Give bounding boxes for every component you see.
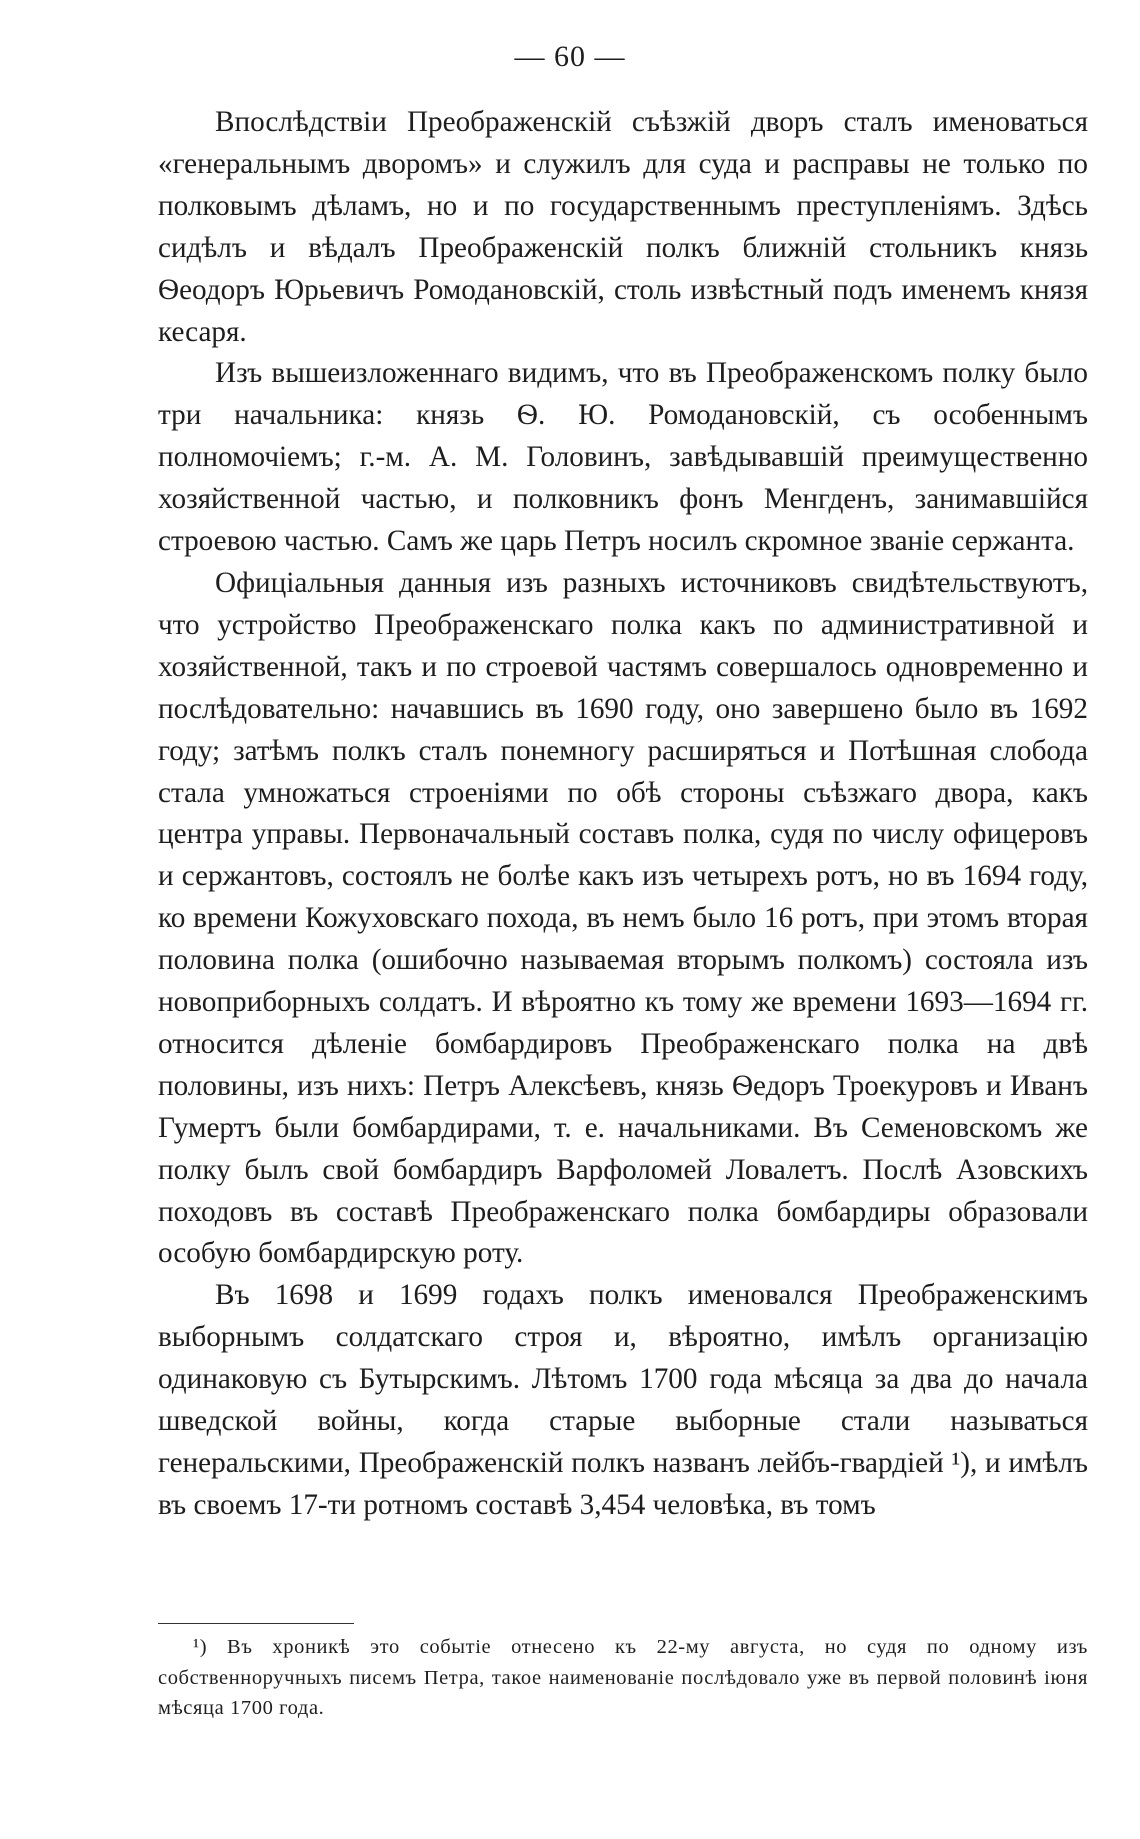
page-number: — 60 —: [514, 40, 626, 73]
main-text: [158, 102, 1088, 1527]
paragraph-1: Впослѣдствіи Преображенскій съѣзжій дворъ сталъ именоваться «генеральнымъ дворомъ» и служилъ для суда и расправы не только по полковымъ дѣламъ, но и по государственнымъ преступленіямъ. Здѣсь сидѣлъ и вѣдалъ Преображенскій полкъ ближній стольникъ князь Ѳеодоръ Юрьевичъ Ромодановскій, столь извѣстный подъ именемъ князя кесаря.: [158, 106, 1088, 348]
footnote: [158, 1632, 1088, 1724]
paragraph-2: Изъ вышеизложеннаго видимъ, что въ Преображенскомъ полку было три начальника: князь Ѳ. Ю. Ромодановскій, съ особеннымъ полномочіемъ; г.-м. А. М. Головинъ, завѣдывавшій преимущественно хозяйственной частью, и полковникъ фонъ Менгденъ, занимавшійся строевою частью. Самъ же царь Петръ носилъ скромное званіе сержанта.: [158, 357, 1088, 558]
paragraph-4: Въ 1698 и 1699 годахъ полкъ именовался Преображенскимъ выборнымъ солдатскаго строя и, вѣроятно, имѣлъ организацію одинаковую съ Бутырскимъ. Лѣтомъ 1700 года мѣсяца за два до начала шведской войны, когда старые выборные стали называться генеральскими, Преображенскій полкъ названъ лейбъ-гвардіей ¹), и имѣлъ въ своемъ 17-ти ротномъ составѣ 3,454 человѣка, въ томъ: [158, 1279, 1088, 1521]
footnote-divider: [158, 1623, 354, 1624]
paragraph-3: Офиціальныя данныя изъ разныхъ источниковъ свидѣтельствуютъ, что устройство Преображенскаго полка какъ по административной и хозяйственной, такъ и по строевой частямъ совершалось одновременно и послѣдовательно: начавшись въ 1690 году, оно завершено было въ 1692 году; затѣмъ полкъ сталъ понемногу расширяться и Потѣшная слобода стала умножаться строеніями по обѣ стороны съѣзжаго двора, какъ центра управы. Первоначальный составъ полка, судя по числу офицеровъ и сержантовъ, состоялъ не болѣе какъ изъ четырехъ ротъ, но въ 1694 году, ко времени Кожуховскаго похода, въ немъ было 16 ротъ, при этомъ вторая половина полка (ошибочно называемая вторымъ полкомъ) состояла изъ новоприборныхъ солдатъ. И вѣроятно къ тому же времени 1693—1694 гг. относится дѣленіе бомбардировъ Преображенскаго полка на двѣ половины, изъ нихъ: Петръ Алексѣевъ, князь Ѳедоръ Троекуровъ и Иванъ Гумертъ были бомбардирами, т. е. начальниками. Въ Семеновскомъ же полку былъ свой бомбардиръ Варфоломей Ловалетъ. Послѣ Азовскихъ походовъ въ составѣ Преображенскаго полка бомбардиры образовали особую бомбардирскую роту.: [158, 566, 1088, 1270]
footnote-text: ¹) Въ хроникѣ это событіе отнесено къ 22-му августа, но судя по одному изъ собственноручныхъ писемъ Петра, такое наименованіе послѣдовало уже въ первой половинѣ іюня мѣсяца 1700 года.: [158, 1636, 1088, 1719]
